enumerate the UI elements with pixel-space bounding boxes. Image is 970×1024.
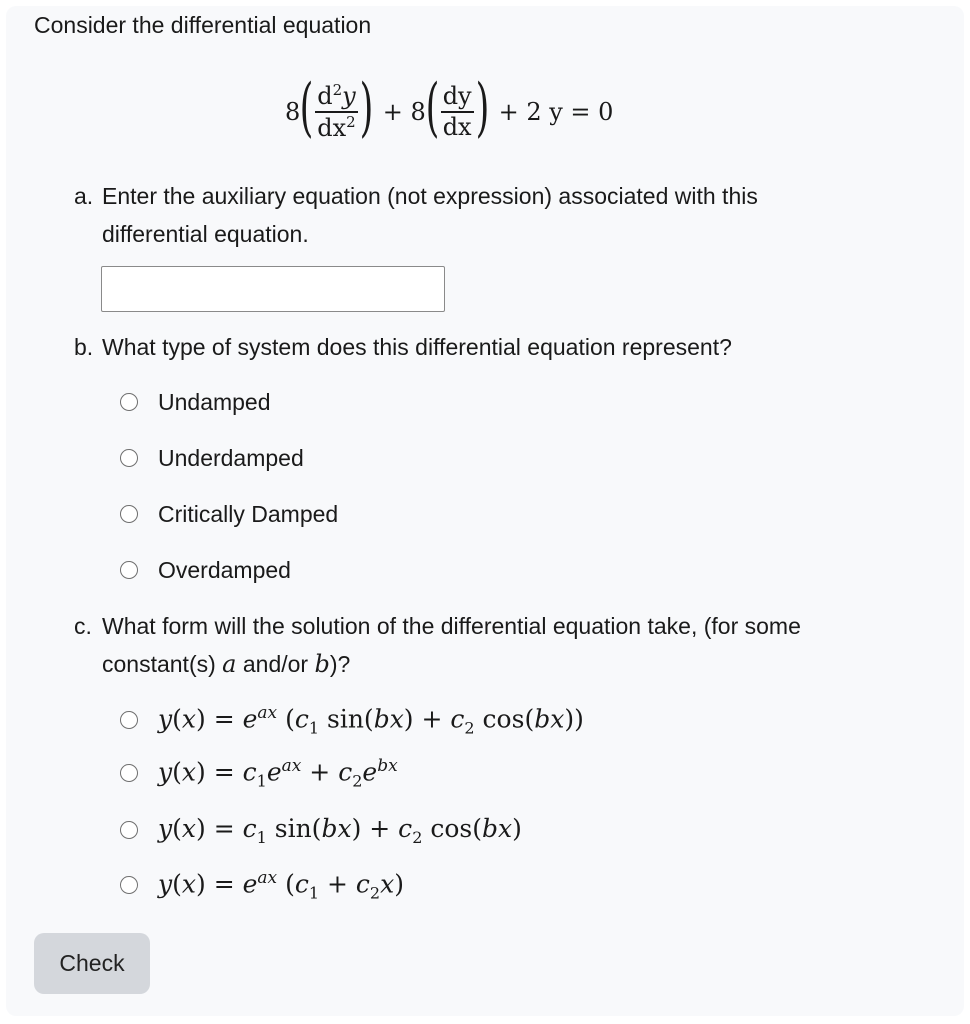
option-undamped-label: Undamped (158, 388, 271, 415)
option-solution-3-label: $y(x) = c_1$ $\sin(bx) + c_2$ cos(bx) (158, 813, 522, 847)
eq-right-paren-1: ) (359, 71, 374, 145)
option-underdamped-label: Underdamped (158, 444, 304, 471)
option-underdamped[interactable] (120, 441, 304, 475)
option-overdamped-label: Overdamped (158, 556, 291, 583)
option-critically-damped[interactable] (120, 497, 338, 531)
question-c (74, 607, 894, 683)
question-b-letter: b. (74, 334, 94, 360)
radio-solution-1[interactable] (120, 711, 138, 729)
auxiliary-equation-input[interactable] (101, 266, 445, 312)
eq-left-paren-1: ( (299, 71, 314, 145)
question-c-letter: c. (74, 613, 92, 639)
eq-op-1: + 8 (382, 98, 426, 126)
check-button[interactable]: Check (34, 933, 150, 994)
option-solution-4[interactable] (120, 868, 404, 902)
option-solution-3[interactable] (120, 813, 522, 847)
radio-underdamped[interactable] (120, 449, 138, 467)
option-critically-damped-label: Critically Damped (158, 500, 339, 527)
eq-left-paren-2: ( (425, 71, 440, 145)
option-solution-2-label: $y(x) = c_1e^{ax} + c_2e^{bx}$ (158, 755, 398, 791)
question-a (74, 177, 854, 253)
question-c-text-line2: constant(s) a and/or b)? (102, 650, 351, 678)
radio-solution-2[interactable] (120, 764, 138, 782)
intro-text: Consider the differential equation (34, 12, 372, 38)
question-a-letter: a. (74, 183, 94, 209)
eq-fraction-first-derivative: $\frac{dy}{dx}$ (442, 82, 472, 141)
eq-fraction-second-derivative: $\frac{d^2y}{dx^2}$ (317, 81, 356, 142)
question-c-text-line1: What form will the solution of the differential equation take, (for some (102, 613, 801, 639)
option-undamped[interactable] (120, 385, 271, 419)
question-b-text: What type of system does this differential equation represent? (102, 334, 732, 360)
option-solution-4-label: $y(x) = e^{ax}$ $(c_1 + c_2x)$ (158, 867, 404, 903)
question-b (74, 328, 732, 366)
option-solution-2[interactable] (120, 756, 398, 790)
option-solution-1[interactable] (120, 703, 584, 737)
eq-right-paren-2: ) (475, 71, 489, 145)
radio-critically-damped[interactable] (120, 505, 138, 523)
eq-rest: + 2 y = 0 (498, 98, 614, 126)
radio-overdamped[interactable] (120, 561, 138, 579)
eq-coef-1: 8 (285, 98, 301, 126)
differential-equation (285, 71, 614, 150)
option-overdamped[interactable] (120, 553, 291, 587)
option-solution-1-label: $y(x) = e^{ax}$ ($c_1$ $\sin(bx) + c_2$ cos(bx)) (158, 702, 584, 738)
radio-undamped[interactable] (120, 393, 138, 411)
question-a-text-line2: differential equation. (102, 221, 309, 247)
radio-solution-3[interactable] (120, 821, 138, 839)
question-a-text-line1: Enter the auxiliary equation (not expression) associated with this (102, 183, 758, 209)
radio-solution-4[interactable] (120, 876, 138, 894)
